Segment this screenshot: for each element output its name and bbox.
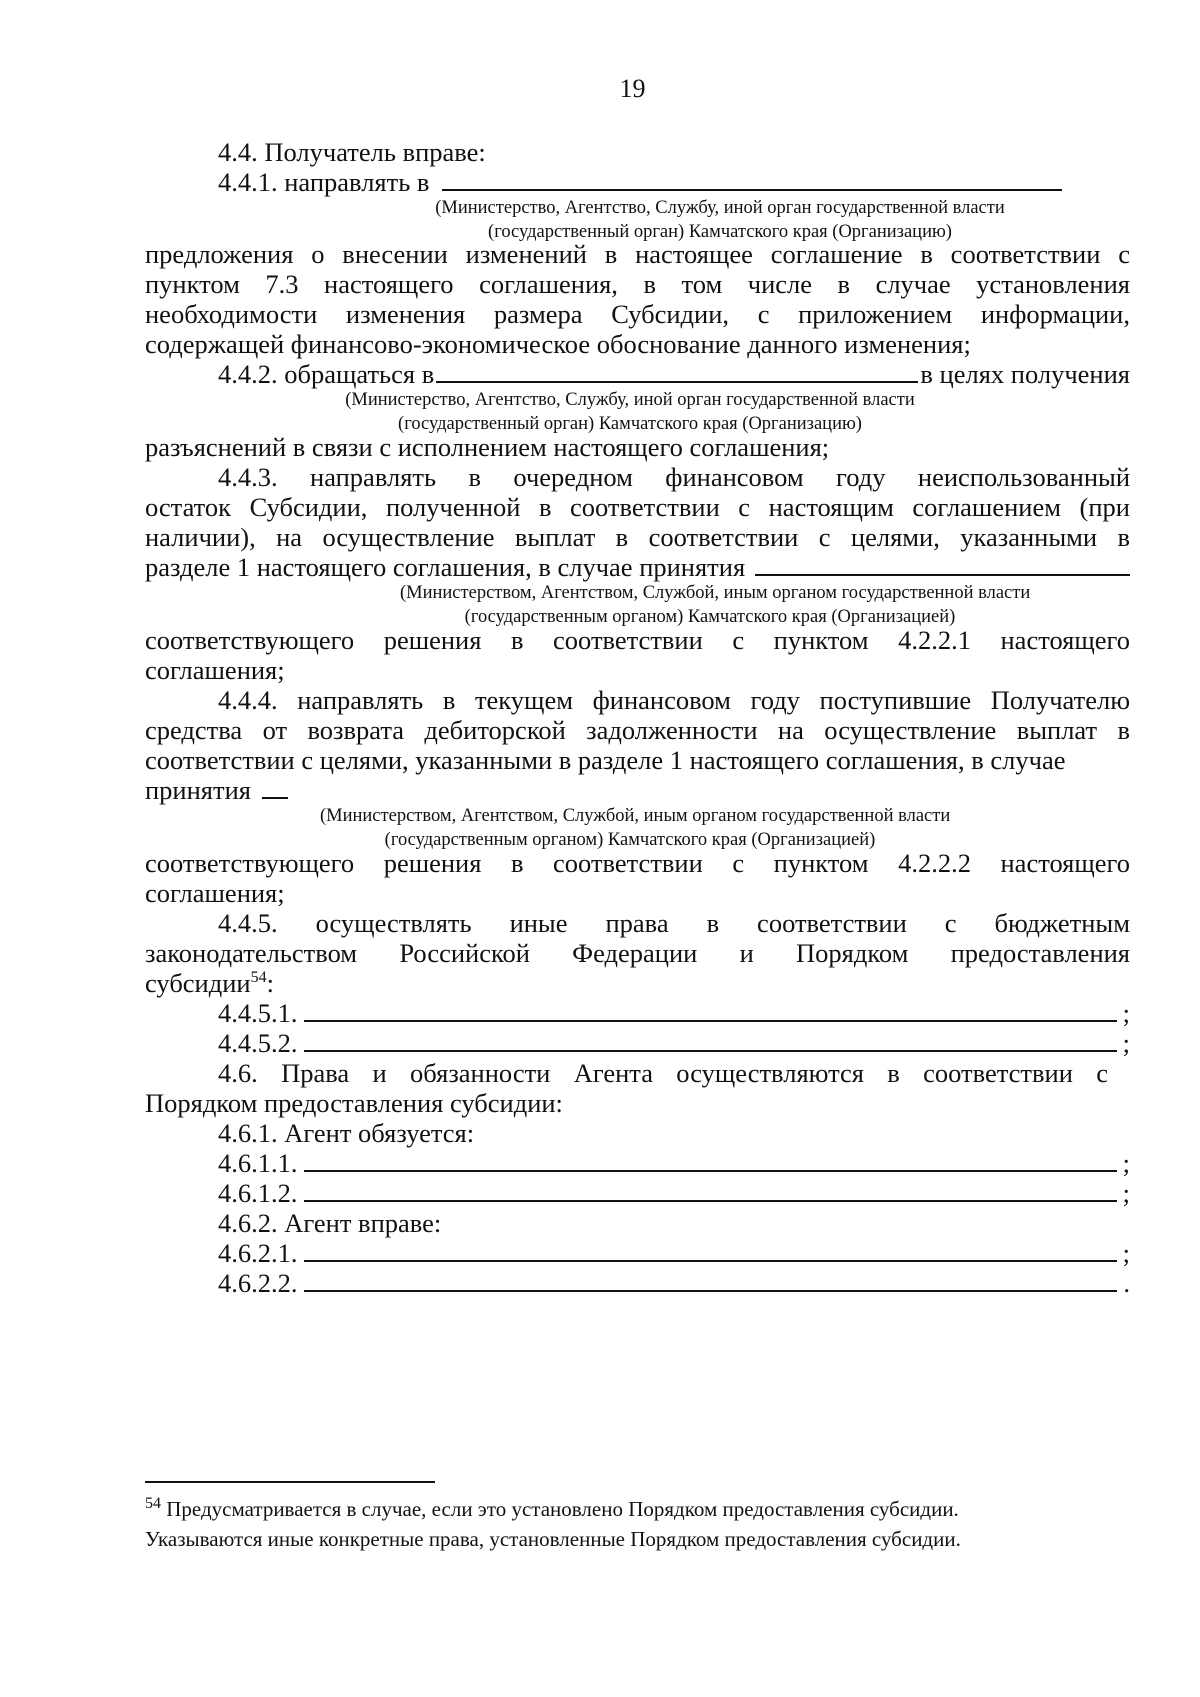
paragraph-line: разъяснений в связи с исполнением настоящего соглашения; bbox=[145, 432, 830, 462]
paragraph-line: Порядком предоставления субсидии: bbox=[145, 1088, 563, 1118]
list-item: 4.6.2.1. ; bbox=[218, 1238, 1130, 1268]
paragraph-line: наличии), на осуществление выплат в соответствии с целями, указанными в bbox=[145, 522, 1130, 552]
list-item: 4.6.1.2. ; bbox=[218, 1178, 1130, 1208]
paragraph-line: законодательством Российской Федерации и Порядком предоставления bbox=[145, 938, 1130, 968]
field-caption: (Министерством, Агентством, Службой, иным органом государственной власти bbox=[320, 806, 951, 826]
fill-in-blank bbox=[304, 998, 1117, 1022]
field-caption: (государственным органом) Камчатского края (Организацией) bbox=[464, 607, 956, 627]
field-caption: (Министерством, Агентством, Службой, иным органом государственной власти bbox=[400, 583, 1031, 603]
paragraph-line: пунктом 7.3 настоящего соглашения, в том числе в случае установления bbox=[145, 269, 1130, 299]
field-caption: (государственный орган) Камчатского края (Организацию) bbox=[398, 414, 862, 434]
fill-in-blank bbox=[262, 775, 288, 799]
paragraph-line: содержащей финансово-экономическое обоснование данного изменения; bbox=[145, 329, 971, 359]
fill-in-blank bbox=[304, 1268, 1118, 1292]
paragraph-line: соответствии с целями, указанными в разделе 1 настоящего соглашения, в случае bbox=[145, 745, 1066, 775]
field-caption: (Министерство, Агентство, Службу, иной орган государственной власти bbox=[345, 390, 915, 410]
list-item: 4.4.5.1. ; bbox=[218, 998, 1130, 1028]
footnote-separator bbox=[145, 1481, 435, 1483]
paragraph-line: 4.4.4. направлять в текущем финансовом году поступившие Получателю bbox=[218, 685, 1130, 715]
page-number: 19 bbox=[619, 74, 646, 103]
footnote-text: Указываются иные конкретные права, установленные Порядком предоставления субсидии. bbox=[145, 1527, 961, 1551]
paragraph-line: 4.6.1. Агент обязуется: bbox=[218, 1118, 475, 1148]
footnote-number: 54 bbox=[145, 1495, 161, 1512]
paragraph-line: средства от возврата дебиторской задолженности на осуществление выплат в bbox=[145, 715, 1130, 745]
paragraph-line: 4.4. Получатель вправе: bbox=[218, 137, 486, 167]
list-item: 4.6.2.2. . bbox=[218, 1268, 1130, 1298]
fill-in-blank bbox=[436, 359, 918, 383]
paragraph-line: принятия bbox=[145, 775, 1130, 806]
paragraph-line: остаток Субсидии, полученной в соответствии с настоящим соглашением (при bbox=[145, 492, 1130, 522]
fill-in-blank bbox=[304, 1028, 1117, 1052]
paragraph-line: соглашения; bbox=[145, 878, 285, 908]
paragraph-line: 4.4.1. направлять в bbox=[218, 167, 1130, 198]
paragraph-line: соглашения; bbox=[145, 655, 285, 685]
footnote-text: $^{54}$ Предусматривается в случае, если это установлено Порядком предоставления субсидии. bbox=[145, 1495, 959, 1521]
field-caption: (Министерство, Агентство, Службу, иной орган государственной власти bbox=[435, 198, 1005, 218]
list-item: 4.4.5.2. ; bbox=[218, 1028, 1130, 1058]
footnote-reference: 54 bbox=[250, 969, 267, 987]
fill-in-blank bbox=[304, 1238, 1117, 1262]
paragraph-line: необходимости изменения размера Субсидии, с приложением информации, bbox=[145, 299, 1130, 329]
paragraph-line: субсидии$^{54}$: bbox=[145, 968, 274, 998]
fill-in-blank bbox=[304, 1148, 1117, 1172]
field-caption: (государственный орган) Камчатского края (Организацию) bbox=[488, 222, 952, 242]
paragraph-line: 4.6.2. Агент вправе: bbox=[218, 1208, 442, 1238]
paragraph-line: 4.4.5. осуществлять иные права в соответствии с бюджетным bbox=[218, 908, 1130, 938]
fill-in-blank bbox=[304, 1178, 1117, 1202]
fill-in-blank bbox=[755, 552, 1130, 576]
paragraph-line: соответствующего решения в соответствии с пунктом 4.2.2.1 настоящего bbox=[145, 625, 1130, 655]
paragraph-line: 4.6. Права и обязанности Агента осуществляются в соответствии с bbox=[218, 1058, 1108, 1088]
fill-in-blank bbox=[442, 167, 1062, 191]
paragraph-line: соответствующего решения в соответствии с пунктом 4.2.2.2 настоящего bbox=[145, 848, 1130, 878]
list-item: 4.6.1.1. ; bbox=[218, 1148, 1130, 1178]
paragraph-line: предложения о внесении изменений в настоящее соглашение в соответствии с bbox=[145, 239, 1130, 269]
paragraph-line: 4.4.2. обращаться в в целях получения bbox=[218, 359, 1130, 389]
paragraph-line: разделе 1 настоящего соглашения, в случае принятия bbox=[145, 552, 1130, 583]
field-caption: (государственным органом) Камчатского края (Организацией) bbox=[384, 830, 876, 850]
paragraph-line: 4.4.3. направлять в очередном финансовом году неиспользованный bbox=[218, 462, 1130, 492]
